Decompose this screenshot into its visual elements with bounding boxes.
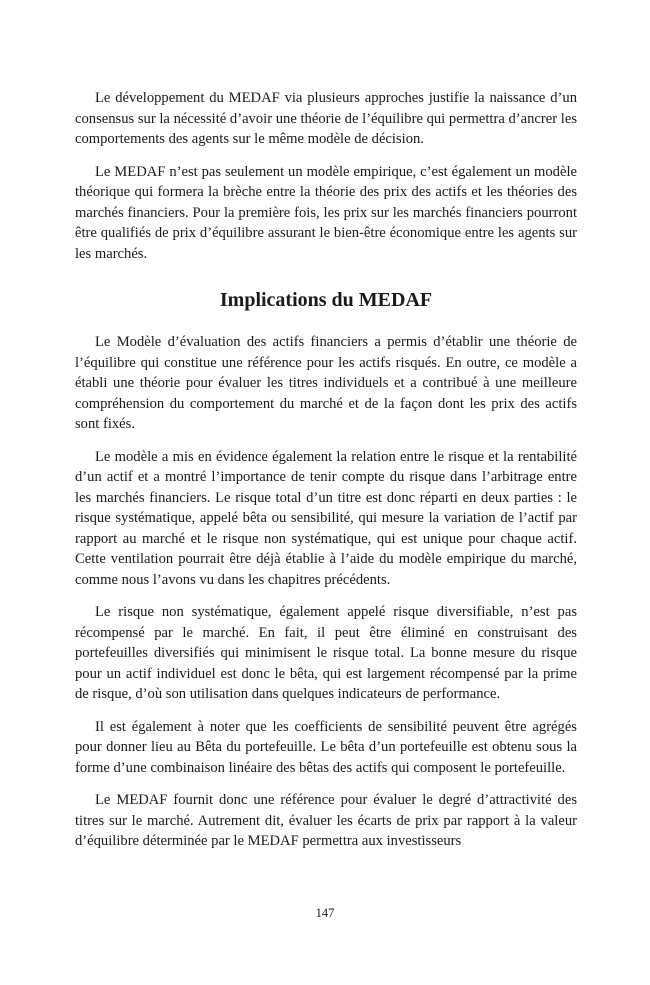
paragraph-medaf-consensus: Le développement du MEDAF via plusieurs approches justifie la naissance d’un consensus sur la nécessité d’avoir une théorie de l’équilibre qui permettra d’ancrer les comportements des agents sur le même modèle de décision. — [75, 90, 577, 147]
page-body — [75, 88, 577, 864]
paragraph-medaf-theoretical-model: Le MEDAF n’est pas seulement un modèle empirique, c’est également un modèle théorique qui formera la brèche entre la théorie des prix des actifs et les théories des marchés financiers. Pour la première fois, les prix sur les marchés financiers pourront être qualifiés de prix d’équilibre assurant le bien-être économique entre les agents sur les marchés. — [75, 163, 577, 262]
paragraph-attractiveness-reference: Le MEDAF fournit donc une référence pour évaluer le degré d’attractivité des titres sur le marché. Autrement dit, évaluer les écarts de prix par rapport à la valeur d’équilibre déterminée par le MEDAF permettra aux investisseurs — [75, 792, 577, 849]
paragraph-portfolio-beta: Il est également à noter que les coefficients de sensibilité peuvent être agrégés pour donner lieu au Bêta du portefeuille. Le bêta d’un portefeuille est obtenu sous la forme d’une combinaison linéaire des bêtas des actifs qui composent le portefeuille. — [75, 718, 577, 776]
section-heading: Implications du MEDAF — [219, 289, 433, 311]
paragraph-equilibrium-theory: Le Modèle d’évaluation des actifs financiers a permis d’établir une théorie de l’équilibre qui constitue une référence pour les actifs risqués. En outre, ce modèle a établi une théorie pour évaluer les titres individuels et a contribué à une meilleure compréhension du comportement du marché et de la façon dont les prix des actifs sont fixés. — [75, 334, 577, 432]
paragraph-unsystematic-risk: Le risque non systématique, également appelé risque diversifiable, n’est pas récompensé par le marché. En fait, il peut être éliminé en construisant des portefeuilles diversifiés qui minimisent le risque total. La bonne mesure du risque pour un actif individuel est donc le bêta, qui est largement récompensé par la prime de risque, d’où son utilisation dans quelques indicateurs de performance. — [75, 604, 577, 702]
paragraph-risk-return: Le modèle a mis en évidence également la relation entre le risque et la rentabilité d’un actif et a montré l’importance de tenir compte du risque dans l’arbitrage entre les marchés financiers. Le risque total d’un titre est donc réparti en deux parties : le risque systématique, appelé bêta ou sensibilité, qui mesure la variation de l’actif par rapport au marché et le risque non systématique, qui est unique pour chaque actif. Cette ventilation pourrait être déjà établie à l’aide du modèle empirique du marché, comme nous l’avons vu dans les chapitres précédents. — [75, 448, 577, 588]
page-number: 147 — [315, 906, 335, 920]
